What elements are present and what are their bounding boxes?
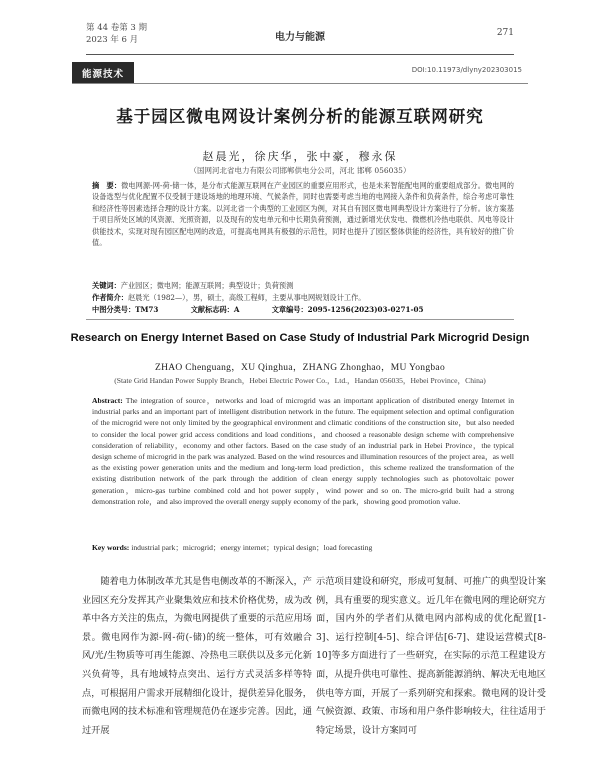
keywords-cn-label: 关键词：	[92, 281, 121, 290]
journal-name: 电力与能源	[275, 32, 325, 43]
abstract-en-label: Abstract:	[92, 396, 123, 405]
keywords-en	[92, 542, 514, 553]
authors-cn: 赵晨光，徐庆华，张中豪，穆永保	[202, 150, 398, 163]
keywords-en-label: Key words:	[92, 543, 130, 552]
volume-line: 第 44 卷第 3 期	[86, 23, 148, 33]
meta-rule	[86, 319, 514, 320]
author-intro-text: 赵晨光（1982—），男，硕士，高级工程师，主要从事电网规划设计工作。	[127, 293, 366, 302]
author-intro-cn	[92, 292, 514, 303]
column-badge: 能源技术	[72, 62, 134, 84]
author-intro-label: 作者简介：	[92, 293, 128, 302]
classification-line	[92, 305, 514, 315]
page-number: 271	[496, 28, 514, 38]
doi: DOI:10.11973/dlyny202303015	[411, 66, 522, 74]
body-column-right: 示范项目建设和研究，形成可复制、可推广的典型设计案例，具有重要的现实意义。近几年在微电网的理论研究方面，国内外的学者们从微电网内部构成的优化配置[1-3]、运行控制[4-5]、综合评估[6-7]、建设运营模式[8-10]等多方面进行了一些研究，在实际的示范工程建设方面，从提升供电可靠性、提高新能源消纳、解决无电地区供电等方面，开展了一系列研究和探索。微电网的设计受气候资源、政策、市场和用户条件影响较大，往往适用于特定场景，设计方案同可	[316, 576, 546, 736]
column-rule	[72, 83, 528, 84]
abstract-cn	[92, 180, 514, 248]
abstract-cn-label: 摘 要：	[92, 181, 122, 190]
date-line: 2023 年 6 月	[86, 35, 139, 45]
authors-en: ZHAO Chenguang，XU Qinghua，ZHANG Zhonghao，MU Yongbao	[155, 363, 445, 373]
affiliation-cn: （国网河北省电力有限公司邯郸供电分公司，河北 邯郸 056035）	[189, 166, 411, 175]
abstract-en	[92, 395, 514, 507]
title-en: Research on Energy Internet Based on Case Study of Industrial Park Microgrid Design	[70, 332, 530, 344]
abstract-cn-text: 微电网源-网-荷-储一体，是分布式能源互联网在产业园区的重要应用形式，也是未来智能配电网的重要组成部分。微电网的设备选型与优化配置不仅受制于建设场地的地理环境、气候条件，同时也需要考虑当地的电网接入条件和负荷条件，综合考虑可靠性和经济性等因素选择合理的设计方案。以河北省一个典型的工业园区为例，对其自有园区微电网典型设计方案进行了分析。该方案基于项目所处区域的风资源、光照资源，以及现有的发电单元和中长期负荷预测，通过新增光伏发电、微燃机冷热电联供、风电等设计供能技术，实现对现有园区配电网的改造，可提高电网具有极强的示范性，同时也提升了园区整体供能的经济性，具有较好的推广价值。	[92, 181, 514, 248]
title-cn: 基于园区微电网设计案例分析的能源互联网研究	[116, 107, 484, 126]
affiliation-en: (State Grid Handan Power Supply Branch，Hebei Electric Power Co.，Ltd.，Handan 056035，Hebei Province，China)	[114, 376, 486, 385]
clc-number: 中图分类号：TM73	[92, 305, 159, 314]
doc-code: 文献标志码：A	[190, 305, 240, 314]
header-rule	[86, 54, 514, 55]
running-header	[86, 22, 514, 56]
keywords-en-text: industrial park；microgrid；energy internet；typical design；load forecasting	[131, 543, 373, 552]
abstract-en-text: The integration of source，networks and load of microgrid was an important application of distributed energy Internet in industrial parks and an important part of intelligent distribution network in the future. The equipment selection and optimal configuration of the microgrid were not only limited by the geographical environment and climatic conditions of the construction site，but also needed to consider the local power grid access conditions and load conditions，and choosed a reasonable design scheme with comprehensive consideration of reliability，economy and other factors. Based on the case study of an industrial park in Hebei Province，the typical design scheme of microgrid in the park was analyzed. Based on the wind resources and illumination resources of the project area，as well as the existing power generation units and the medium and long-term load prediction，this scheme realized the transformation of the existing distribution network of the park through the addition of clean energy supply technologies such as photovoltaic power generation，micro-gas turbine combined cold and hot power supply，wind power and so on. The micro-grid built had a strong demonstration role，and also improved the overall energy supply economy of the park，showing good promotion value.	[92, 396, 514, 506]
keywords-cn-text: 产业园区；微电网；能源互联网；典型设计；负荷预测	[120, 281, 294, 290]
article-number: 文章编号：2095-1256(2023)03-0271-05	[271, 305, 424, 314]
body-column-left: 随着电力体制改革尤其是售电侧改革的不断深入，产业园区充分发挥其产业聚集效应和技术价格优势，成为改革中各方关注的焦点，为微电网提供了重要的示范应用场景。微电网作为源-网-荷(-储)的统一整体，可有效融合风/光/生物质等可再生能源、冷热电三联供以及多元化新兴负荷等，具有地域特点突出、运行方式灵活多样等特点，可根据用户需求开展精细化设计，提供差异化服务，而微电网的技术标准和管理规范仍在逐步完善。因此，通过开展	[82, 576, 312, 736]
keywords-cn	[92, 280, 514, 291]
